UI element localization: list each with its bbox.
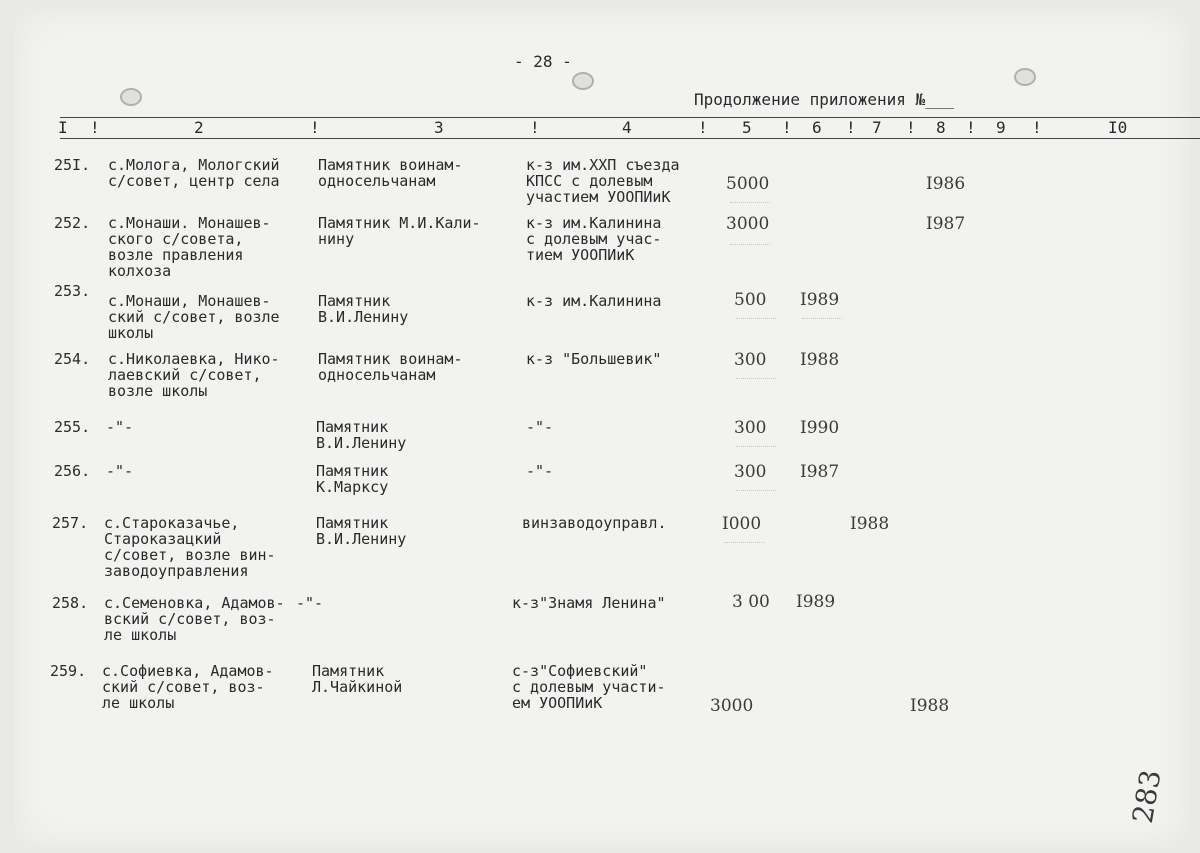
owner-line: с долевым учас- — [526, 230, 662, 248]
owner-line: тием УООПИиК — [526, 246, 635, 264]
row-number: 252. — [54, 214, 91, 232]
monument-line: односельчанам — [318, 172, 436, 190]
column-header-2: 2 — [194, 118, 204, 137]
monument-line: односельчанам — [318, 366, 436, 384]
place-line: с.Староказачье, — [104, 514, 240, 532]
row-number: 255. — [54, 418, 91, 436]
faint-dots — [736, 446, 776, 447]
column-separator: ! — [966, 118, 976, 137]
owner-line: с-з"Софиевский" — [512, 662, 648, 680]
monument-line: Памятник воинам- — [318, 156, 463, 174]
row-number: 256. — [54, 462, 91, 480]
owner-line: к-з "Большевик" — [526, 350, 662, 368]
owner-line: участием УООПИиК — [526, 188, 671, 206]
owner-line: к-з им.Калинина — [526, 292, 662, 310]
cost-value: 300 — [734, 350, 767, 370]
place-line: с.Николаевка, Нико- — [108, 350, 280, 368]
monument-line: Памятник — [318, 292, 391, 310]
cost-value: 500 — [734, 290, 767, 310]
owner-line: к-з"Знамя Ленина" — [512, 594, 666, 612]
cost-value: 5000 — [726, 174, 770, 194]
punch-hole-right — [1014, 68, 1036, 86]
column-separator: ! — [90, 118, 100, 137]
year-value: I987 — [926, 214, 966, 234]
faint-dots — [736, 318, 776, 319]
faint-dots — [730, 202, 770, 203]
place-line: ский с/совет, возле — [108, 308, 280, 326]
column-separator: ! — [530, 118, 540, 137]
monument-line: Памятник — [312, 662, 385, 680]
row-number: 259. — [50, 662, 87, 680]
document-page — [14, 8, 1190, 848]
punch-hole-center — [572, 72, 594, 90]
column-header-9: 9 — [996, 118, 1006, 137]
column-separator: ! — [846, 118, 856, 137]
monument-line: К.Марксу — [316, 478, 389, 496]
faint-dots — [730, 244, 770, 245]
continuation-title: Продолжение приложения №___ — [694, 90, 955, 109]
column-separator: ! — [782, 118, 792, 137]
monument-line: Памятник — [316, 514, 389, 532]
cost-value: I000 — [722, 514, 762, 534]
faint-dots — [736, 378, 776, 379]
year-value: I988 — [910, 696, 950, 716]
owner-line: КПСС с долевым — [526, 172, 653, 190]
owner-line: ем УООПИиК — [512, 694, 603, 712]
cost-value: 3000 — [710, 696, 754, 716]
year-value: I989 — [796, 592, 836, 612]
place-line: Староказацкий — [104, 530, 222, 548]
column-header-3: 3 — [434, 118, 444, 137]
faint-dots — [736, 490, 776, 491]
cost-value: 3000 — [726, 214, 770, 234]
place-line: возле правления — [108, 246, 244, 264]
owner-line: к-з им.Калинина — [526, 214, 662, 232]
place-line: -"- — [106, 418, 134, 436]
monument-line: Л.Чайкиной — [312, 678, 403, 696]
handwritten-page-note: 283 — [1125, 767, 1168, 826]
monument-line: Памятник — [316, 462, 389, 480]
monument-line: -"- — [296, 594, 324, 612]
owner-line: винзаводоуправл. — [522, 514, 667, 532]
monument-line: нину — [318, 230, 355, 248]
faint-dots — [802, 318, 842, 319]
monument-line: Памятник воинам- — [318, 350, 463, 368]
place-line: ский с/совет, воз- — [102, 678, 265, 696]
column-header-6: 6 — [812, 118, 822, 137]
owner-line: -"- — [526, 418, 554, 436]
page-number: - 28 - — [514, 52, 572, 71]
place-line: возле школы — [108, 382, 208, 400]
year-value: I988 — [850, 514, 890, 534]
column-separator: ! — [310, 118, 320, 137]
year-value: I989 — [800, 290, 840, 310]
place-line: с/совет, центр села — [108, 172, 280, 190]
place-line: с.Монаши, Монашев- — [108, 292, 271, 310]
owner-line: к-з им.ХХП съезда — [526, 156, 680, 174]
cost-value: 300 — [734, 462, 767, 482]
column-header-5: 5 — [742, 118, 752, 137]
faint-dots — [724, 542, 764, 543]
place-line: ского с/совета, — [108, 230, 244, 248]
place-line: ле школы — [102, 694, 175, 712]
place-line: вский с/совет, воз- — [104, 610, 276, 628]
row-number: 25I. — [54, 156, 91, 174]
row-number: 253. — [54, 282, 91, 300]
row-number: 258. — [52, 594, 89, 612]
cost-value: 300 — [734, 418, 767, 438]
place-line: ле школы — [104, 626, 177, 644]
place-line: с.Монаши. Монашев- — [108, 214, 271, 232]
punch-hole-left — [120, 88, 142, 106]
monument-line: Памятник — [316, 418, 389, 436]
column-header-10: I0 — [1108, 118, 1128, 137]
place-line: колхоза — [108, 262, 172, 280]
year-value: I990 — [800, 418, 840, 438]
cost-value: 3 00 — [732, 592, 770, 612]
year-value: I987 — [800, 462, 840, 482]
row-number: 254. — [54, 350, 91, 368]
column-header-7: 7 — [872, 118, 882, 137]
place-line: с.Софиевка, Адамов- — [102, 662, 274, 680]
place-line: с.Молога, Мологский — [108, 156, 280, 174]
place-line: с.Семеновка, Адамов- — [104, 594, 285, 612]
column-separator: ! — [906, 118, 916, 137]
row-number: 257. — [52, 514, 89, 532]
owner-line: -"- — [526, 462, 554, 480]
monument-line: В.И.Ленину — [318, 308, 409, 326]
year-value: I986 — [926, 174, 966, 194]
place-line: школы — [108, 324, 154, 342]
header-bottom-rule — [60, 138, 1200, 139]
year-value: I988 — [800, 350, 840, 370]
monument-line: В.И.Ленину — [316, 530, 407, 548]
column-header-4: 4 — [622, 118, 632, 137]
place-line: заводоуправления — [104, 562, 249, 580]
place-line: лаевский с/совет, — [108, 366, 262, 384]
place-line: с/совет, возле вин- — [104, 546, 276, 564]
column-header-8: 8 — [936, 118, 946, 137]
place-line: -"- — [106, 462, 134, 480]
monument-line: Памятник М.И.Кали- — [318, 214, 481, 232]
column-separator: ! — [1032, 118, 1042, 137]
owner-line: с долевым участи- — [512, 678, 666, 696]
column-header-1: I — [58, 118, 68, 137]
column-separator: ! — [698, 118, 708, 137]
monument-line: В.И.Ленину — [316, 434, 407, 452]
